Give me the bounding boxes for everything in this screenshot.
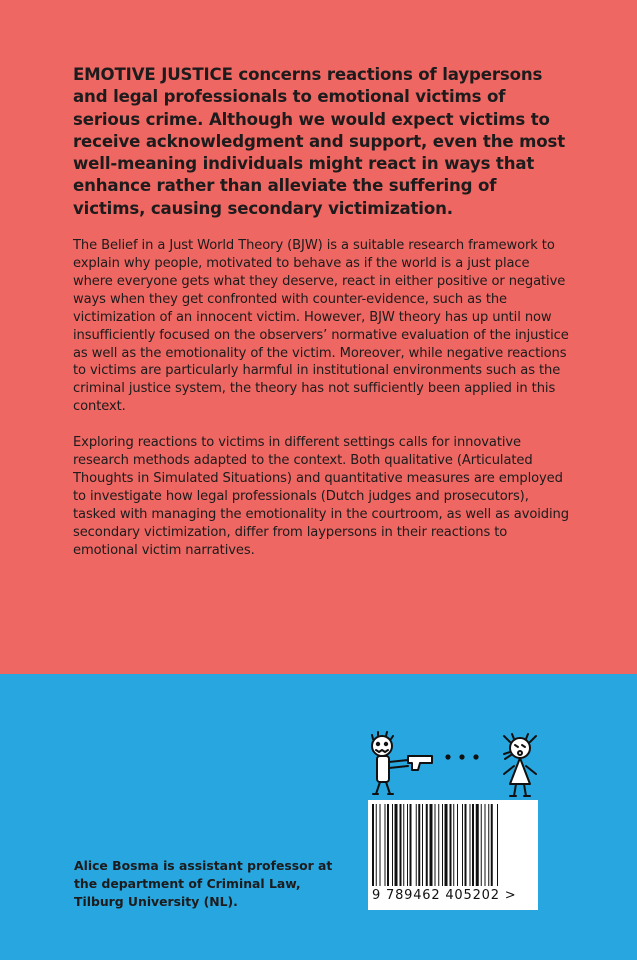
bottom-panel — [0, 674, 637, 960]
paragraph-research-methods: Exploring reactions to victims in different settings calls for innovative research methods adapted to the context. Both qualitative (Articulated Thoughts in Simulated Situations) and quantitative measures are employed to investigate how legal professionals (Dutch judges and prosecutors), tasked with managing the emotionality in the courtroom, as well as avoiding secondary victimization, differ from laypersons in their reactions to emotional victim narratives. — [73, 435, 569, 558]
barcode-bar — [403, 804, 404, 886]
barcode-bar — [465, 804, 467, 886]
barcode-bar — [442, 804, 443, 886]
barcode-bar — [488, 804, 489, 886]
barcode-bar — [435, 804, 436, 886]
barcode-bar — [430, 804, 433, 886]
author-bio: Alice Bosma is assistant professor at the department of Criminal Law, Tilburg University (NL). — [74, 858, 333, 909]
barcode-bar — [445, 804, 448, 886]
paragraph-bjw-theory: The Belief in a Just World Theory (BJW) is a suitable research framework to explain why people, motivated to behave as if the world is a just place where everyone gets what they deserve, react in either positive or negative ways when they get confronted with counter-evidence, such as the victimization of an innocent victim. However, BJW theory has up until now insufficiently focused on the observers’ normative evaluation of the injustice as well as the emotionality of the victim. Moreover, while negative reactions to victims are particularly harmful in institutional environments such as the criminal justice system, the theory has not sufficiently been applied in this context. — [73, 238, 569, 415]
barcode-bar — [372, 804, 374, 886]
barcode-bar — [380, 804, 381, 886]
barcode-bar — [395, 804, 398, 886]
stick-figure-with-gun-drawing — [364, 730, 554, 802]
blurb — [73, 64, 573, 577]
barcode-bar — [385, 804, 386, 886]
barcode-bar — [457, 804, 458, 886]
barcode-bar — [407, 804, 408, 886]
title-emphasis: EMOTIVE JUSTICE — [73, 65, 233, 84]
isbn-digits: 9 789462 405202 — [372, 888, 500, 903]
barcode-bar — [497, 804, 498, 886]
barcode-bar — [392, 804, 393, 886]
barcode-bar — [462, 804, 463, 886]
isbn-arrow: > — [504, 888, 517, 903]
barcode-bar — [376, 804, 377, 886]
barcode-bar — [450, 804, 452, 886]
barcode-bar — [472, 804, 474, 886]
barcode-bar — [418, 804, 420, 886]
isbn-number — [372, 888, 542, 903]
barcode-bar — [453, 804, 454, 886]
barcode-bar — [438, 804, 439, 886]
barcode-bar — [422, 804, 423, 886]
barcode-bar — [481, 804, 482, 886]
lead-text: concerns reactions of laypersons and legal professionals to emotional victims of serious crime. Although we would expect victims to receive acknowledgment and support, even the most well-meaning individuals might react in ways that enhance rather than alleviate the suffering of victims, causing secondary victimization. — [73, 65, 565, 218]
barcode-bar — [476, 804, 479, 886]
barcode-bar — [416, 804, 417, 886]
barcode-bar — [387, 804, 389, 886]
barcode-bar — [491, 804, 493, 886]
barcode-bar — [470, 804, 471, 886]
barcode-bar — [410, 804, 412, 886]
barcode-bar — [400, 804, 402, 886]
barcode-bar — [426, 804, 428, 886]
barcode-bar — [485, 804, 486, 886]
lead-paragraph — [73, 64, 573, 220]
